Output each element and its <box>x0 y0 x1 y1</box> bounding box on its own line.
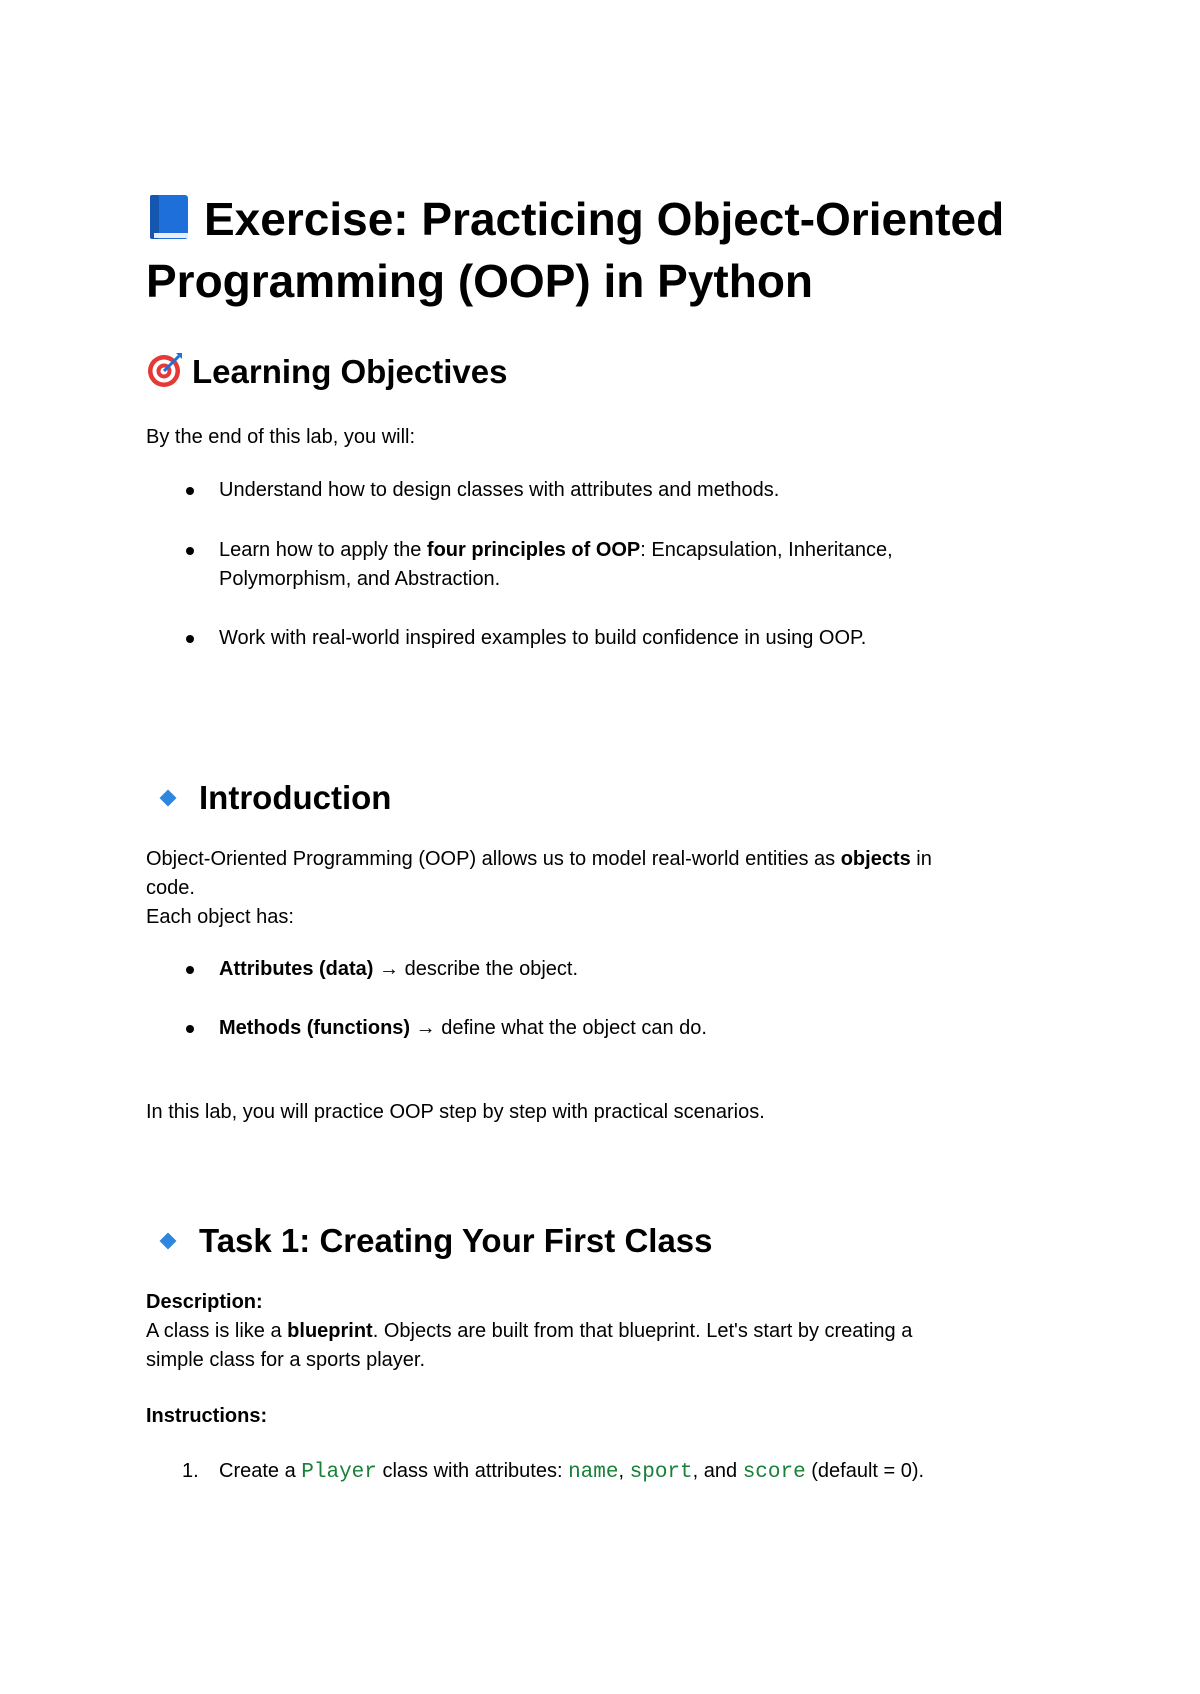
title-line-1: Exercise: Practicing Object-Oriented <box>204 193 1005 245</box>
bullet-icon <box>186 547 194 555</box>
introduction-item <box>219 1014 1046 1043</box>
objectives-heading-text: Learning Objectives <box>192 353 508 390</box>
task1-description-label: Description: <box>146 1291 263 1313</box>
objective-item <box>219 536 1046 594</box>
instructions-label: Instructions: <box>146 1405 268 1427</box>
introduction-closing: In this lab, you will practice OOP step by step with practical scenarios. <box>146 1101 765 1123</box>
code-sport: sport <box>629 1461 693 1484</box>
step-text: class with attributes: <box>376 1460 569 1482</box>
introduction-item-text: → define what the object can do. <box>410 1017 707 1039</box>
step-text: , <box>618 1460 630 1482</box>
objective-item-pre: Learn how to apply the <box>219 539 427 561</box>
introduction-item-text: → describe the object. <box>373 958 579 980</box>
introduction-line3: Each object has: <box>146 906 294 928</box>
task1-description-post: . Objects are built from that blueprint. Let's start by creating a <box>372 1320 913 1342</box>
introduction-item <box>219 955 1046 984</box>
task1-description-line2: simple class for a sports player. <box>146 1349 425 1371</box>
code-score: score <box>742 1461 806 1484</box>
book-icon <box>146 193 192 241</box>
diamond-icon <box>160 1233 177 1250</box>
step-text: Create a <box>219 1460 302 1482</box>
objective-item-post: : Encapsulation, Inheritance, <box>640 539 893 561</box>
introduction-heading: Introduction <box>199 779 392 816</box>
target-icon <box>146 351 184 389</box>
introduction-item-bold: Attributes (data) <box>219 958 374 980</box>
task1-description <box>146 1288 1046 1375</box>
task1-step-1 <box>219 1457 1046 1487</box>
objective-item-bold: four principles of OOP <box>426 539 641 561</box>
introduction-text: Object-Oriented Programming (OOP) allows us to model real-world entities as <box>146 848 841 870</box>
task1-heading: Task 1: Creating Your First Class <box>199 1222 713 1259</box>
introduction-item-bold: Methods (functions) <box>219 1017 411 1039</box>
step-text: (default = 0). <box>805 1460 925 1482</box>
introduction-line2: code. <box>146 877 195 899</box>
bullet-icon <box>186 487 194 495</box>
step-text: , and <box>692 1460 743 1482</box>
title-line-2: Programming (OOP) in Python <box>146 255 814 307</box>
objective-item-line2: Polymorphism, and Abstraction. <box>219 568 501 590</box>
introduction-bold: objects <box>840 848 911 870</box>
objective-item: Understand how to design classes with attributes and methods. <box>219 479 780 501</box>
step-number: 1. <box>182 1460 199 1482</box>
bullet-icon <box>186 1025 194 1033</box>
objective-item: Work with real-world inspired examples to build confidence in using OOP. <box>219 627 867 649</box>
task1-description-text: A class is like a <box>146 1320 288 1342</box>
objectives-intro: By the end of this lab, you will: <box>146 426 416 448</box>
objectives-heading <box>146 350 507 394</box>
code-name: name <box>568 1461 619 1484</box>
code-player: Player <box>301 1461 377 1484</box>
bullet-icon <box>186 635 194 643</box>
task1-description-bold: blueprint <box>287 1320 373 1342</box>
introduction-text-end: in <box>910 848 932 870</box>
document-title <box>146 188 1066 312</box>
diamond-icon <box>160 790 177 807</box>
task1-instructions-label <box>146 1402 1046 1431</box>
bullet-icon <box>186 966 194 974</box>
introduction-paragraph <box>146 845 1046 932</box>
